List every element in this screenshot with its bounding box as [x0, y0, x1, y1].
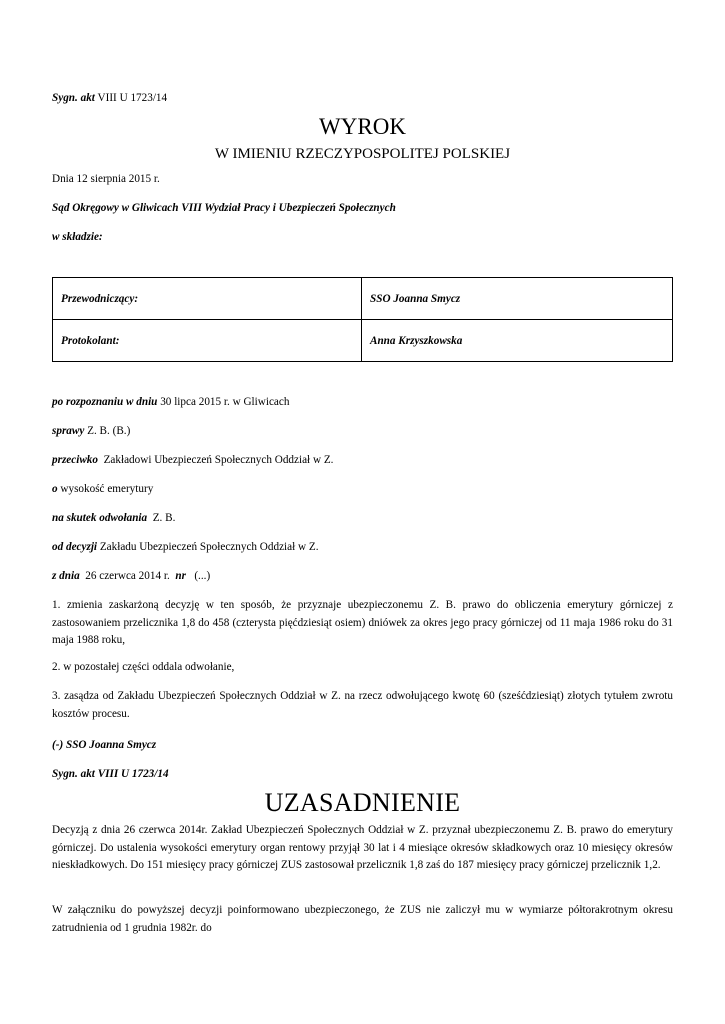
composition-label: w składzie:	[52, 231, 103, 243]
detail-label: nr	[175, 570, 186, 582]
detail-value: Z. B.	[147, 512, 176, 524]
detail-label: z dnia	[52, 570, 80, 582]
court-name: Sąd Okręgowy w Gliwicach VIII Wydział Pracy i Ubezpieczeń Społecznych	[52, 202, 396, 214]
case-number-footer: Sygn. akt VIII U 1723/14	[52, 768, 169, 780]
ruling-item: 2. w pozostałej części oddala odwołanie,	[52, 661, 235, 673]
detail-value: 30 lipca 2015 r. w Gliwicach	[157, 396, 290, 408]
ruling-item: 3. zasądza od Zakładu Ubezpieczeń Społecznych Oddział w Z. na rzecz odwołującego kwotę 60 (sześćdziesiąt) złotych tytułem zwrotu kosztów procesu.	[52, 690, 673, 720]
detail-label: przeciwko	[52, 454, 98, 466]
detail-value: 26 czerwca 2014 r.	[79, 570, 176, 582]
detail-label: na skutek odwołania	[52, 512, 148, 524]
panel-role: Protokolant:	[53, 320, 362, 362]
panel-name: SSO Joanna Smycz	[362, 278, 673, 320]
detail-label: o	[52, 483, 58, 495]
case-number-header	[52, 90, 167, 107]
detail-line	[52, 394, 289, 411]
detail-line	[52, 452, 333, 469]
detail-label: sprawy	[52, 425, 85, 437]
detail-value: (...)	[185, 570, 211, 582]
detail-value: Z. B. (B.)	[84, 425, 131, 437]
document-title: WYROK	[319, 114, 406, 139]
detail-line	[52, 423, 130, 440]
document-subtitle: W IMIENIU RZECZYPOSPOLITEJ POLSKIEJ	[214, 146, 511, 162]
judgment-date: Dnia 12 sierpnia 2015 r.	[52, 173, 160, 185]
table-row	[53, 278, 673, 320]
detail-value: Zakładu Ubezpieczeń Społecznych Oddział w Z.	[97, 541, 319, 553]
justification-title: UZASADNIENIE	[264, 788, 461, 817]
ruling-item: 1. zmienia zaskarżoną decyzję w ten sposób, że przyznaje ubezpieczonemu Z. B. prawo do obliczenia emerytury górniczej z zastosowaniem przelicznika 1,8 do 458 (czterysta pięćdziesiąt osiem) dniówek za okres jego pracy górniczej od 11 maja 1986 roku do 31 maja 1988 roku,	[52, 599, 673, 647]
detail-line	[52, 539, 319, 556]
detail-line	[52, 481, 153, 498]
panel-name: Anna Krzyszkowska	[362, 320, 673, 362]
detail-value: wysokość emerytury	[57, 483, 154, 495]
case-number-label: Sygn. akt	[52, 92, 95, 104]
justification-paragraph: W załączniku do powyższej decyzji poinformowano ubezpieczonego, że ZUS nie zaliczył mu w wymiarze półtorakrotnym okresu zatrudnienia od 1 grudnia 1982r. do	[52, 904, 673, 934]
detail-value: Zakładowi Ubezpieczeń Społecznych Oddział w Z.	[98, 454, 334, 466]
panel-table	[52, 277, 673, 362]
detail-label: od decyzji	[52, 541, 98, 553]
signature: (-) SSO Joanna Smycz	[52, 739, 157, 751]
table-row	[53, 320, 673, 362]
case-number-value: VIII U 1723/14	[97, 92, 168, 104]
panel-role: Przewodniczący:	[53, 278, 362, 320]
detail-line	[52, 568, 210, 585]
justification-paragraph: Decyzją z dnia 26 czerwca 2014r. Zakład Ubezpieczeń Społecznych Oddział w Z. przyznał ubezpieczonemu Z. B. prawo do emerytury górniczej. Do ustalenia wysokości emerytury organ rentowy przyjął 30 lat i 4 miesiące okresów składkowych oraz 10 miesięcy okresów nieskładkowych. Do 151 miesięcy pracy górniczej ZUS zastosował przelicznik 1,8 zaś do 187 miesięcy pracy górniczej przelicznik 1,2.	[52, 824, 673, 872]
detail-line	[52, 510, 175, 527]
detail-label: po rozpoznaniu w dniu	[52, 396, 158, 408]
